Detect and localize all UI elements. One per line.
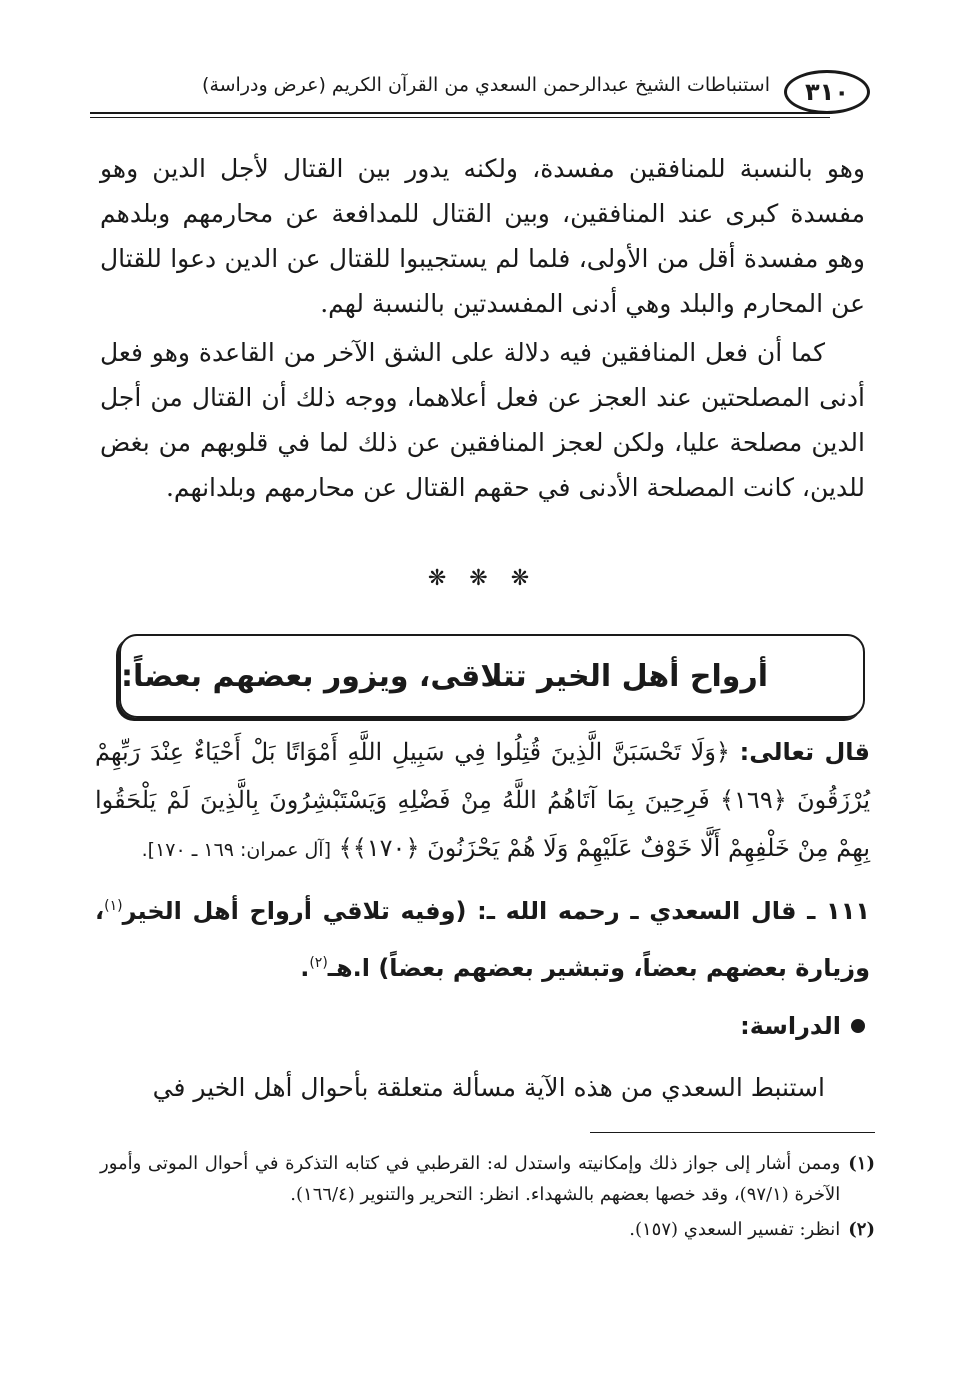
paragraph-1: وهو بالنسبة للمنافقين مفسدة، ولكنه يدور بين القتال لأجل الدين وهو مفسدة كبرى عند المنافقين، وبين القتال للمدافعة عن محارمهم وبلدهم وهو مفسدة أقل من الأولى، فلما لم يستجيبوا للقتال عن الدين دعوا للقتال عن المحارم والبلد وهي أدنى المفسدتين بالنسبة لهم.: [100, 154, 865, 318]
footnote-number: (٢): [848, 1219, 875, 1240]
verse-citation: [آل عمران: ١٦٩ ـ ١٧٠].: [141, 839, 331, 861]
bullet-icon: [851, 1019, 865, 1033]
paragraph-2: كما أن فعل المنافقين فيه دلالة على الشق الآخر من القاعدة وهو فعل أدنى المصلحتين عند العجز عن فعل أعلاهما، ووجه ذلك أن القتال من أجل الدين مصلحة عليا، ولكن لعجز المنافقين عن ذلك لما في قلوبهم من بغض للدين، كانت المصلحة الأدنى في حقهم القتال عن محارمهم وبلدانهم.: [100, 338, 865, 502]
section-title: أرواح أهل الخير تتلاقى، ويزور بعضهم بعضاً:: [121, 658, 768, 694]
header-rule-thin: [90, 117, 830, 118]
quote-prefix: ١١١ ـ قال السعدي ـ رحمه الله ـ: (وفيه تلاقي أرواح أهل الخير: [122, 897, 870, 925]
footnote-rule: [590, 1132, 875, 1133]
section-separator: ❋ ❋ ❋: [427, 566, 538, 591]
footnotes: [100, 1148, 875, 1249]
study-heading-label: الدراسة:: [740, 1012, 841, 1040]
running-title: استنباطات الشيخ عبدالرحمن السعدي من القرآن الكريم (عرض ودراسة): [202, 74, 770, 96]
header-rule: [90, 112, 830, 114]
quote-suffix: .: [300, 954, 310, 982]
page-number: ٣١٠: [784, 70, 870, 114]
quran-verse: [95, 728, 870, 874]
section-title-box: [119, 634, 865, 718]
footnote-text: انظر: تفسير السعدي (١٥٧).: [629, 1219, 841, 1240]
verse-text: ﴿وَلَا تَحْسَبَنَّ الَّذِينَ قُتِلُوا فِي سَبِيلِ اللَّهِ أَمْوَاتًا بَلْ أَحْيَاءٌ عِنْدَ رَبِّهِمْ يُرْزَقُونَ ﴿١٦٩﴾ فَرِحِينَ بِمَا آتَاهُمُ اللَّهُ مِنْ فَضْلِهِ وَيَسْتَبْشِرُونَ بِالَّذِينَ لَمْ يَلْحَقُوا بِهِمْ مِنْ خَلْفِهِمْ أَلَّا خَوْفٌ عَلَيْهِمْ وَلَا هُمْ يَحْزَنُونَ ﴿١٧٠﴾﴾: [95, 738, 870, 862]
study-heading: [740, 1012, 865, 1040]
footnote-ref-2[interactable]: (٢): [309, 955, 328, 971]
footnote-2: [100, 1214, 875, 1245]
footnote-number: (١): [848, 1153, 875, 1174]
quote-middle: ، وزيارة بعضهم بعضاً، وتبشير بعضهم بعضاً) ا.هـ: [95, 897, 870, 982]
footnote-1: [100, 1148, 875, 1210]
page-header: [90, 68, 870, 122]
saadi-quote: [95, 880, 870, 994]
study-paragraph: استنبط السعدي من هذه الآية مسألة متعلقة بأحوال أهل الخير في: [152, 1073, 825, 1102]
verse-lead: قال تعالى:: [739, 738, 870, 766]
footnote-ref-1[interactable]: (١): [104, 898, 123, 914]
footnote-text: وممن أشار إلى جواز ذلك وإمكانيته واستدل له: القرطبي في كتابه التذكرة في أحوال الموتى وأمور الآخرة (٩٧/١)، وقد خصها بعضهم بالشهداء. انظر: التحرير والتنوير (١٦٦/٤).: [100, 1153, 841, 1205]
